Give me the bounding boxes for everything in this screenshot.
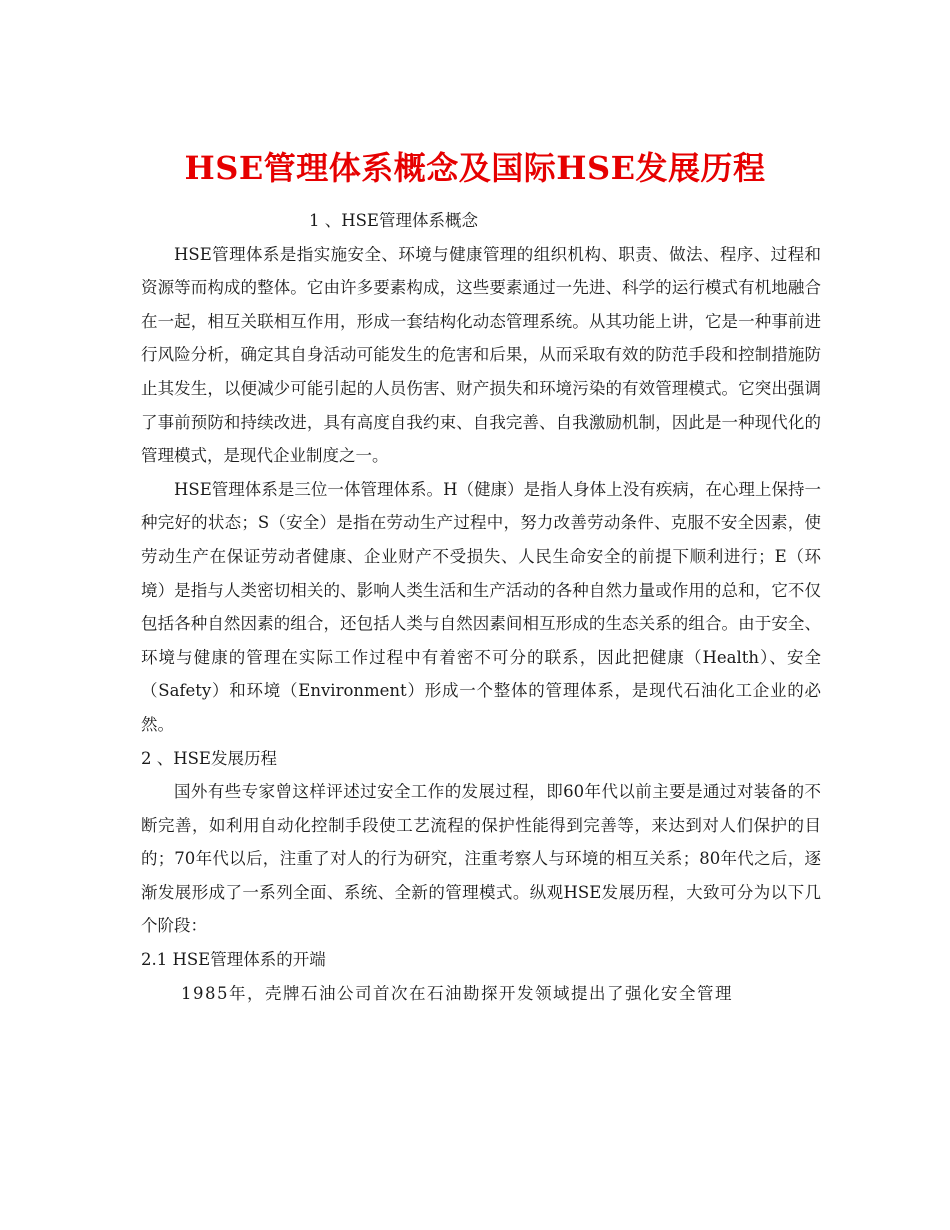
subsection-heading: 2.1 HSE管理体系的开端 — [141, 950, 326, 970]
section-heading: 1 、HSE管理体系概念 — [309, 211, 478, 230]
body-paragraph: HSE管理体系是三位一体管理体系。H（健康）是指人身体上没有疾病，在心理上保持一种完好的状态；S（安全）是指在劳动生产过程中，努力改善劳动条件、克服不安全因素，使劳动生产在保证劳动者健康、企业财产不受损失、人民生命安全的前提下顺利进行；E（环境）是指与人类密切相关的、影响人类生活和生产活动的各种自然力量或作用的总和，它不仅包括各种自然因素的组合，还包括人类与自然因素间相互形成的生态关系的组合。由于安全、环境与健康的管理在实际工作过程中有着密不可分的联系，因此把健康（Health）、安全（Safety）和环境（Environment）形成一个整体的管理体系，是现代石油化工企业的必然。 — [141, 479, 821, 734]
document-title: HSE管理体系概念及国际HSE发展历程 — [184, 149, 766, 188]
body-paragraph: HSE管理体系是指实施安全、环境与健康管理的组织机构、职责、做法、程序、过程和资源等而构成的整体。它由许多要素构成，这些要素通过一先进、科学的运行模式有机地融合在一起，相互关联相互作用，形成一套结构化动态管理系统。从其功能上讲，它是一种事前进行风险分析，确定其自身活动可能发生的危害和后果，从而采取有效的防范手段和控制措施防止其发生，以便减少可能引起的人员伤害、财产损失和环境污染的有效管理模式。它突出强调了事前预防和持续改进，具有高度自我约束、自我完善、自我激励机制，因此是一种现代化的管理模式，是现代企业制度之一。 — [141, 244, 821, 466]
section-heading: 2 、HSE发展历程 — [141, 748, 277, 768]
body-paragraph: 1985年，壳牌石油公司首次在石油勘探开发领域提出了强化安全管理 — [181, 983, 733, 1003]
body-paragraph: 国外有些专家曾这样评述过安全工作的发展过程，即60年代以前主要是通过对装备的不断完善，如利用自动化控制手段使工艺流程的保护性能得到完善等，来达到对人们保护的目的；70年代以后，注重了对人的行为研究，注重考察人与环境的相互关系；80年代之后，逐渐发展形成了一系列全面、系统、全新的管理模式。纵观HSE发展历程，大致可分为以下几个阶段： — [141, 782, 821, 936]
document-body — [141, 204, 821, 1010]
